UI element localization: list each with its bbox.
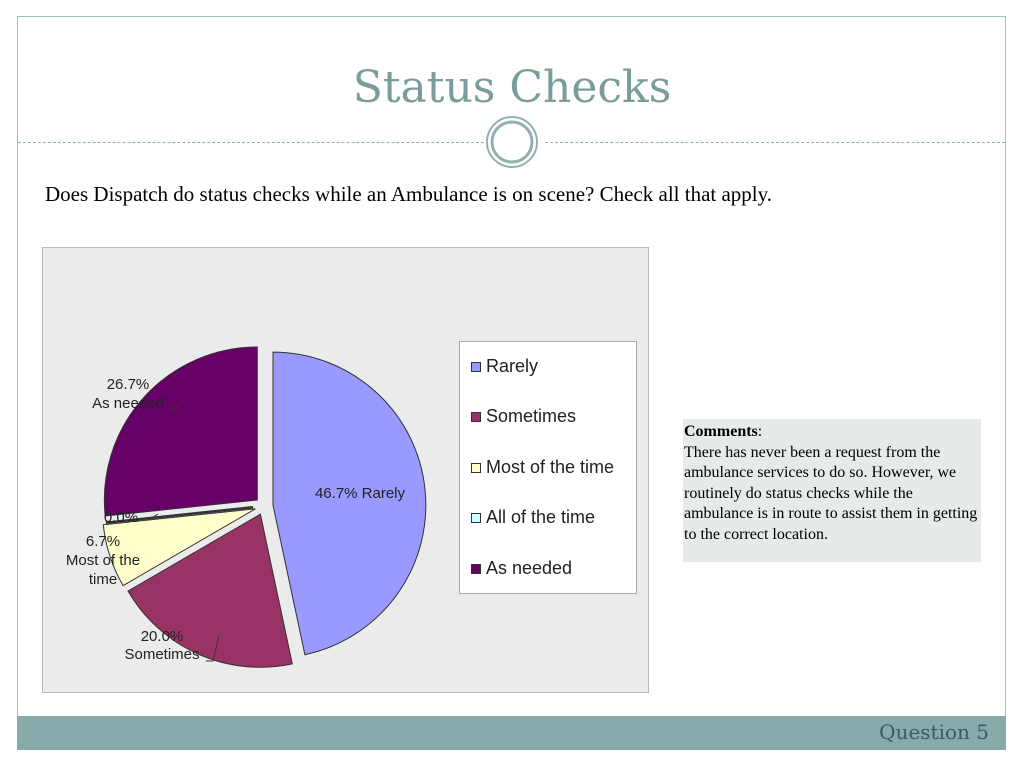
data-label: 26.7% [106, 376, 150, 393]
legend-swatch [471, 513, 481, 523]
legend-label: As needed [486, 558, 573, 578]
pie-slice-as-needed [104, 347, 257, 516]
legend-label: Rarely [486, 356, 539, 376]
comments-separator: : [757, 423, 763, 440]
comments-title: Comments [684, 423, 758, 440]
legend-item [471, 356, 538, 377]
data-label: Sometimes [124, 646, 200, 663]
data-label: 0.0% [103, 509, 139, 526]
data-label: Most of the [65, 552, 141, 569]
legend-label: All of the time [486, 507, 596, 527]
legend-swatch [471, 362, 481, 372]
legend-label: Sometimes [486, 406, 577, 426]
question-text: Does Dispatch do status checks while an Ambulance is on scene? Check all that apply. [45, 182, 773, 206]
legend-item [471, 406, 576, 427]
legend-swatch [471, 412, 481, 422]
legend-item [471, 507, 595, 528]
comments-text: There has never been a request from the ambulance services to do so. However, we routinely do status checks while the ambulance is in route to assist them in getting to the correct location. [684, 443, 978, 543]
chart-legend [459, 341, 637, 594]
slide-title: Status Checks [352, 62, 672, 113]
data-label: time [88, 571, 118, 588]
legend-item [471, 457, 614, 478]
data-label: 46.7% Rarely [314, 485, 406, 502]
data-label: 6.7% [85, 533, 121, 550]
comments-box [683, 419, 981, 562]
footer-bar [17, 716, 1006, 750]
legend-item [471, 558, 572, 579]
footer-question-label: Question 5 [879, 720, 989, 744]
legend-label: Most of the time [486, 457, 615, 477]
pie-slice-rarely [273, 352, 426, 655]
data-label: As needed [92, 395, 164, 412]
legend-swatch [471, 463, 481, 473]
data-label: 20.0% [140, 628, 184, 645]
legend-swatch [471, 564, 481, 574]
